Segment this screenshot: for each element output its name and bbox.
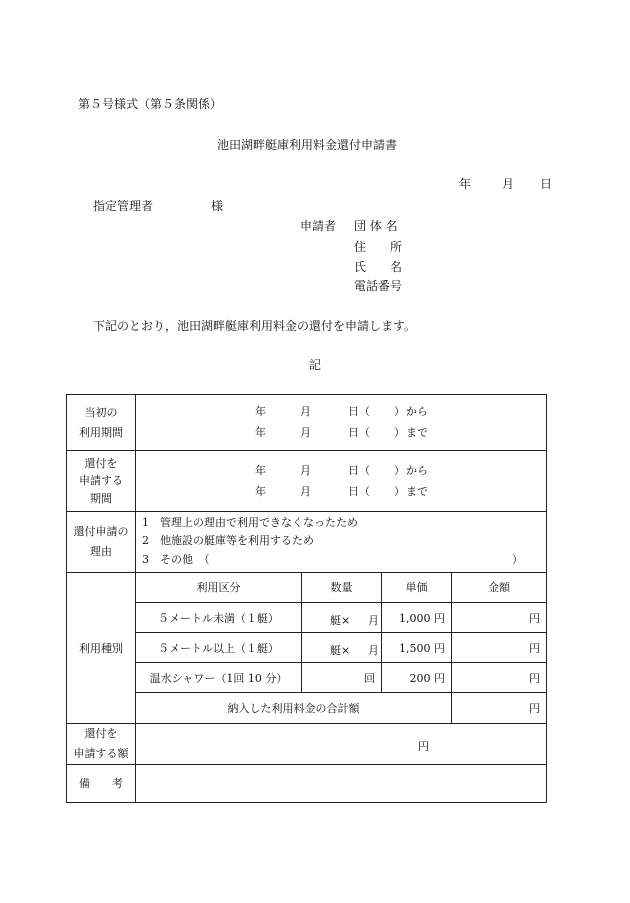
usage-item: ５メートル以上（１艇） bbox=[136, 633, 302, 663]
initial-period-field[interactable] bbox=[136, 395, 547, 451]
usage-item: 温水シャワー（1回 10 分） bbox=[136, 663, 302, 693]
quantity-field[interactable]: 艇× 月 bbox=[302, 633, 382, 663]
amount-field[interactable]: 円 bbox=[452, 602, 547, 632]
date-day: 日 bbox=[540, 177, 553, 191]
applicant-group-name: 団 体 名 bbox=[354, 219, 398, 233]
unit-price: 1,500 円 bbox=[382, 633, 452, 663]
addressee-name: 指定管理者 bbox=[93, 199, 154, 213]
amount-field[interactable]: 円 bbox=[452, 663, 547, 693]
header-amount: 金額 bbox=[452, 572, 547, 602]
initial-period-from: 年 月 日（ ） から bbox=[255, 405, 428, 418]
total-label: 納入した利用料金の合計額 bbox=[136, 693, 452, 723]
refund-amount-label: 還付を 申請する額 bbox=[67, 723, 136, 764]
header-quantity: 数量 bbox=[302, 572, 382, 602]
amount-field[interactable]: 円 bbox=[452, 633, 547, 663]
form-title: 池田湖畔艇庫利用料金還付申請書 bbox=[217, 138, 398, 152]
form-number: 第５号様式（第５条関係） bbox=[78, 97, 223, 111]
usage-row bbox=[67, 602, 547, 632]
refund-period-field[interactable] bbox=[136, 451, 547, 511]
intro-text: 下記のとおり，池田湖畔艇庫利用料金の還付を申請します。 bbox=[93, 319, 417, 333]
applicant-phone: 電話番号 bbox=[354, 279, 403, 293]
applicant-address: 住 所 bbox=[354, 240, 403, 254]
usage-row bbox=[67, 633, 547, 663]
total-row bbox=[67, 693, 547, 723]
reason-item-3: 3 その他 （ ） bbox=[142, 553, 523, 567]
refund-period-label: 還付を 申請する 期間 bbox=[67, 451, 136, 511]
usage-row bbox=[67, 663, 547, 693]
quantity-field[interactable]: 艇× 月 bbox=[302, 602, 382, 632]
refund-form-table bbox=[66, 394, 547, 803]
reason-item-2: 2 他施設の艇庫等を利用するため bbox=[142, 534, 314, 548]
header-unit-price: 単価 bbox=[382, 572, 452, 602]
usage-item: ５メートル未満（１艇） bbox=[136, 602, 302, 632]
refund-period-from: 年 月 日（ ） から bbox=[255, 464, 428, 478]
usage-type-label: 利用種別 bbox=[67, 572, 136, 723]
applicant-name: 氏 名 bbox=[354, 260, 403, 274]
total-amount-field[interactable]: 円 bbox=[452, 693, 547, 723]
refund-period-to: 年 月 日（ ） まで bbox=[255, 485, 428, 499]
reason-field[interactable] bbox=[136, 511, 547, 572]
reason-label: 還付申請の 理由 bbox=[67, 511, 136, 572]
remarks-field[interactable] bbox=[136, 764, 547, 802]
date-month: 月 bbox=[502, 177, 515, 191]
remarks-label: 備 考 bbox=[67, 764, 136, 802]
initial-period-to: 年 月 日（ ） まで bbox=[255, 426, 428, 439]
applicant-label: 申請者 bbox=[300, 219, 337, 233]
date-year: 年 bbox=[459, 177, 472, 191]
unit-price: 200 円 bbox=[382, 663, 452, 693]
initial-period-label: 当初の 利用期間 bbox=[67, 395, 136, 451]
quantity-field[interactable]: 回 bbox=[302, 663, 382, 693]
unit-price: 1,000 円 bbox=[382, 602, 452, 632]
reason-item-1: 1 管理上の理由で利用できなくなったため bbox=[142, 515, 358, 529]
addressee-honorific: 様 bbox=[211, 199, 224, 213]
ki-label: 記 bbox=[309, 358, 322, 372]
refund-amount-field[interactable]: 円 bbox=[136, 723, 547, 764]
header-usage-category: 利用区分 bbox=[136, 572, 302, 602]
